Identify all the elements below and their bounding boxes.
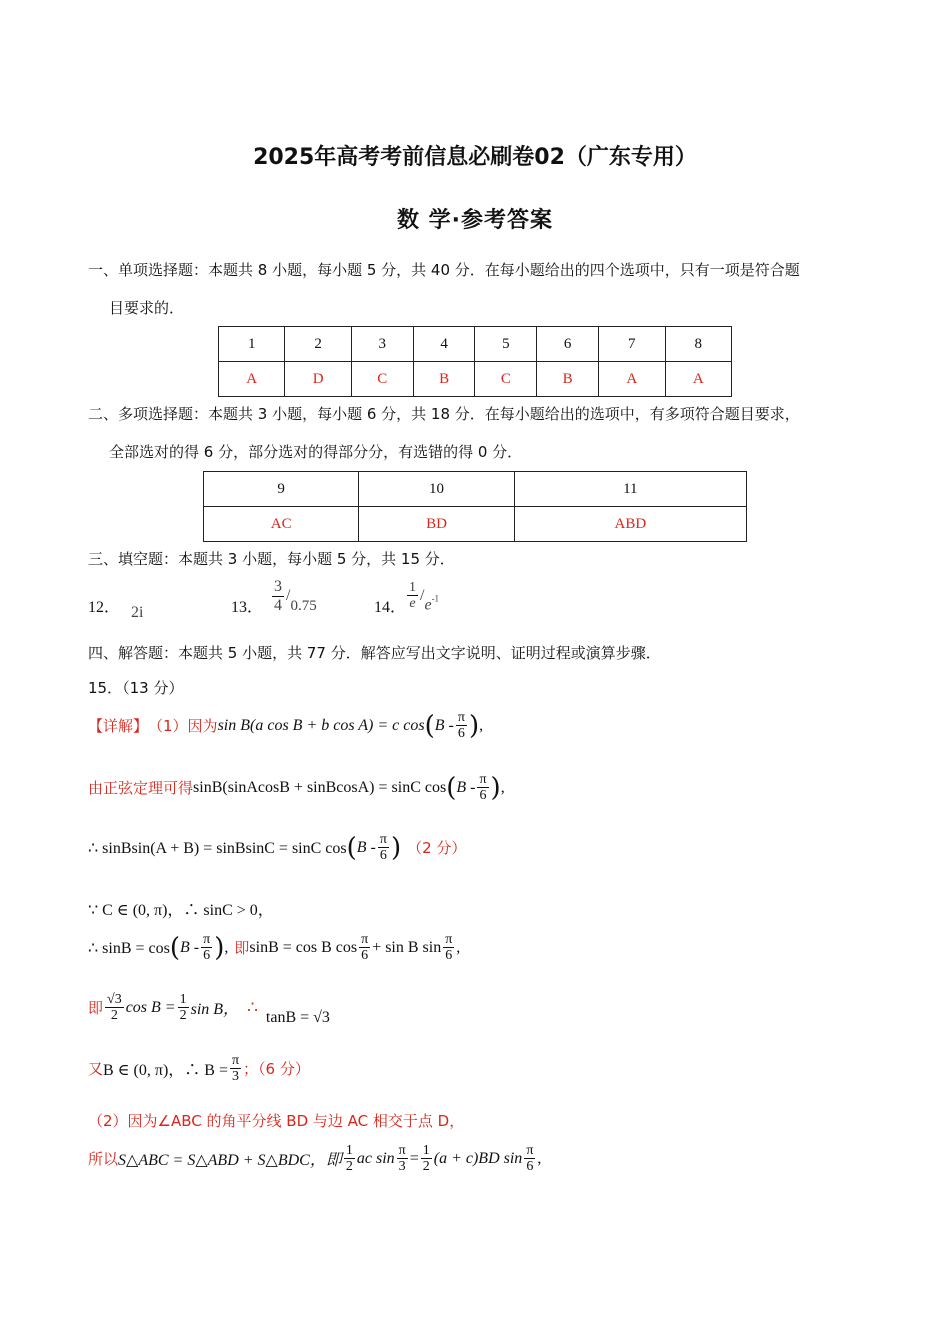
fraction-den: 6: [203, 948, 211, 964]
solution-line-7: [88, 1053, 310, 1085]
solution-line-4: ∵ C ∈ (0, π)，∴ sinC > 0，: [88, 902, 274, 919]
fraction-den: 6: [361, 948, 369, 964]
score-note: ；（6 分）: [243, 1060, 310, 1079]
solution-text: 即: [88, 999, 104, 1018]
fraction-den: 3: [398, 1159, 406, 1175]
solution-line-3: ∴ sinBsin(A + B) = sinBsinC = sinC cos ( B - $\frac{\pi}{6}$ ) （2 分）: [88, 832, 467, 864]
detail-tag: 【详解】: [88, 717, 149, 736]
q13-slash: /: [286, 587, 291, 605]
section2-heading: 二、多项选择题：本题共 3 小题，每小题 6 分，共 18 分．在每小题给出的选项中，有多项符合题目要求，: [88, 405, 800, 423]
solution-line-9: 所以 S△ABC = S△ABD + S△BDC，即 $\frac{1}{2}$ ac sin $\frac{\pi}{3}$ = $\frac{1}{2}$ (a + c)BD sin $\frac{\pi}{6}$ ,: [88, 1143, 542, 1175]
answer-cell: C: [475, 362, 537, 397]
page-title: 2025年高考考前信息必刷卷02（广东专用）: [253, 145, 697, 170]
fraction-num: 1: [179, 992, 187, 1007]
multi-answer-table: [203, 471, 747, 542]
equation: ac sin: [356, 1149, 395, 1167]
equation: B -: [356, 838, 376, 856]
equation: B -: [434, 716, 454, 734]
fraction-num: π: [479, 772, 487, 787]
fraction-den: 2: [422, 1159, 430, 1175]
fraction-num: π: [526, 1143, 534, 1158]
q14-denominator: e: [409, 596, 416, 612]
table-cell: 6: [537, 327, 599, 362]
fraction-den: 6: [445, 948, 453, 964]
table-cell: 10: [359, 472, 514, 507]
section1-heading-cont: 目要求的．: [109, 299, 185, 317]
equation: B -: [456, 778, 476, 796]
answer-cell: C: [351, 362, 413, 397]
fraction-num: π: [231, 1053, 240, 1068]
fraction-den: 3: [232, 1069, 239, 1085]
q14-answer: [405, 580, 439, 615]
answer-cell: D: [285, 362, 351, 397]
fraction-num: 1: [422, 1143, 430, 1158]
fraction-den: 6: [379, 848, 387, 864]
q15-label: 15．（13 分）: [88, 679, 184, 697]
answer-cell: AC: [204, 507, 359, 542]
answer-cell: ABD: [514, 507, 746, 542]
equation: sin B(a cos B + b cos A) = c cos: [217, 716, 425, 734]
q14-exp: -1: [431, 593, 440, 604]
solution-text: 即: [234, 939, 250, 958]
answer-cell: A: [599, 362, 665, 397]
section3-heading: 三、填空题：本题共 3 小题，每小题 5 分，共 15 分．: [88, 550, 455, 568]
equation: ∴ sinBsin(A + B) = sinBsinC = sinC cos: [88, 839, 347, 857]
mcq-answer-table: [218, 326, 732, 397]
section1-heading: 一、单项选择题：本题共 8 小题，每小题 5 分，共 40 分．在每小题给出的四个选项中，只有一项是符合题: [88, 261, 800, 279]
equation: + sin B sin: [372, 938, 442, 956]
fraction-num: π: [457, 710, 465, 725]
solution-line-5: ∴ sinB = cos ( B - $\frac{\pi}{6}$ ) , 即 sinB = cos B cos $\frac{\pi}{6}$ + sin B sin $\frac{\pi}{6}$ ,: [88, 932, 461, 964]
table-cell: 2: [285, 327, 351, 362]
answer-cell: B: [537, 362, 599, 397]
equation: B ∈ (0, π)，∴ B =: [103, 1062, 228, 1080]
fraction-den: 6: [526, 1159, 534, 1175]
equation: ∴ sinB = cos: [88, 939, 170, 957]
q14-numerator: 1: [409, 580, 416, 595]
fraction-num: 1: [345, 1143, 353, 1158]
equation: tanB = √3: [265, 1008, 330, 1026]
fraction-num: π: [379, 832, 387, 847]
fraction-num: π: [361, 932, 369, 947]
fraction-den: 6: [457, 726, 465, 742]
q12-label: 12．: [88, 599, 121, 616]
section2-heading-cont: 全部选对的得 6 分，部分选对的得部分分，有选错的得 0 分．: [109, 443, 523, 461]
table-row: [219, 362, 732, 397]
q13-numerator: 3: [274, 578, 282, 595]
q14-slash: /: [420, 586, 425, 604]
table-cell: 9: [204, 472, 359, 507]
table-cell: 7: [599, 327, 665, 362]
table-cell: 1: [219, 327, 285, 362]
fraction-num: √3: [107, 992, 122, 1007]
fraction-num: π: [203, 932, 211, 947]
equation: (a + c)BD sin: [433, 1149, 523, 1167]
therefore-symbol: ∴: [247, 997, 258, 1018]
answer-cell: B: [413, 362, 475, 397]
fraction-num: π: [398, 1143, 406, 1158]
fraction-den: 2: [345, 1159, 353, 1175]
q13-denominator: 4: [274, 596, 282, 614]
equation: cos B =: [125, 998, 176, 1016]
fraction-num: π: [445, 932, 453, 947]
q14-alt: e: [424, 596, 432, 614]
solution-text: 又: [88, 1060, 104, 1079]
solution-line-2: 由正弦定理可得 sinB(sinAcosB + sinBcosA) = sinC cos ( B - $\frac{\pi}{6}$ ) ,: [88, 772, 505, 804]
solution-text: （1）因为: [148, 717, 218, 736]
solution-line-8: （2）因为∠ABC 的角平分线 BD 与边 AC 相交于点 D，: [88, 1112, 465, 1130]
solution-line-6: [88, 992, 330, 1024]
score-note: （2 分）: [407, 839, 467, 858]
equation: S△ABC = S△ABD + S△BDC，即: [118, 1152, 342, 1170]
table-cell: 3: [351, 327, 413, 362]
answer-cell: A: [219, 362, 285, 397]
table-cell: 8: [665, 327, 732, 362]
q13-alt: 0.75: [290, 597, 317, 614]
q12-answer: 2i: [131, 604, 144, 621]
table-cell: 4: [413, 327, 475, 362]
equation: sinB = cos B cos: [249, 938, 358, 956]
q14-label: 14．: [374, 599, 407, 616]
section4-heading: 四、解答题：本题共 5 小题，共 77 分．解答应写出文字说明、证明过程或演算步骤．: [88, 644, 661, 662]
fraction-den: 2: [110, 1008, 118, 1024]
page-subtitle: 数 学·参考答案: [396, 208, 554, 233]
table-row: [204, 472, 747, 507]
fraction-den: 6: [479, 788, 487, 804]
answer-cell: BD: [359, 507, 514, 542]
q13-label: 13．: [231, 599, 264, 616]
table-row: [204, 507, 747, 542]
solution-text: 由正弦定理可得: [88, 779, 194, 798]
solution-line-1: 【详解】 （1）因为 sin B(a cos B + b cos A) = c cos ( B - $\frac{\pi}{6}$ ) ,: [88, 710, 484, 742]
table-cell: 11: [514, 472, 746, 507]
table-cell: 5: [475, 327, 537, 362]
fraction-den: 2: [179, 1008, 187, 1024]
equation: sinB(sinAcosB + sinBcosA) = sinC cos: [193, 778, 447, 796]
answer-cell: A: [665, 362, 732, 397]
solution-text: 所以: [88, 1150, 119, 1169]
equation: sin B，: [190, 1001, 240, 1019]
equation: B -: [180, 938, 200, 956]
q13-answer: [270, 578, 317, 615]
table-row: [219, 327, 732, 362]
